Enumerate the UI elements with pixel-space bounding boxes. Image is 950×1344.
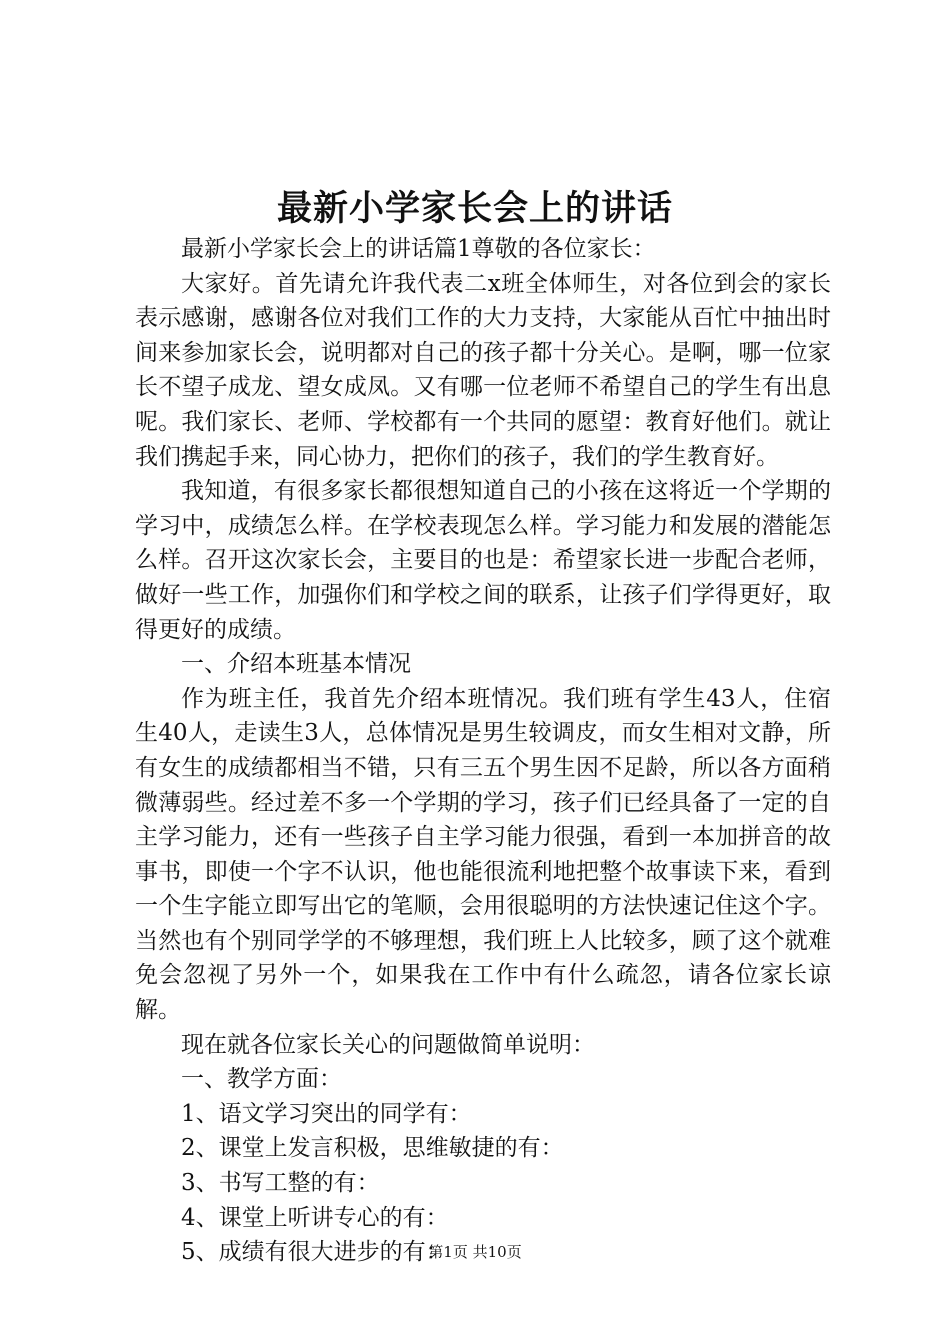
paragraph-opening: 大家好。首先请允许我代表二x班全体师生，对各位到会的家长表示感谢，感谢各位对我们工作的大力支持，大家能从百忙中抽出时间来参加家长会，说明都对自己的孩子都十分关心。是啊，哪一位家长不望子成龙、望女成凤。又有哪一位老师不希望自己的学生有出息呢。我们家长、老师、学校都有一个共同的愿望：教育好他们。就让我们携起手来，同心协力，把你们的孩子，我们的学生教育好。: [135, 270, 831, 470]
list-item-attentive-listening: 4、课堂上听讲专心的有：: [181, 1204, 449, 1231]
page-footer: 第1页 共10页: [428, 1243, 522, 1261]
list-item-class-participation: 2、课堂上发言积极，思维敏捷的有：: [181, 1135, 564, 1162]
paragraph-purpose: 我知道，有很多家长都很想知道自己的小孩在这将近一个学期的学习中，成绩怎么样。在学校表现怎么样。学习能力和发展的潜能怎么样。召开这次家长会，主要目的也是：希望家长进一步配合老师，做好一些工作，加强你们和学校之间的联系，让孩子们学得更好，取得更好的成绩。: [135, 478, 831, 643]
document-title: 最新小学家长会上的讲话: [276, 188, 673, 229]
list-item-chinese-learning: 1、语文学习突出的同学有：: [181, 1100, 472, 1127]
paragraph-class-info: 作为班主任，我首先介绍本班情况。我们班有学生43人，住宿生40人，走读生3人，总体情况是男生较调皮，而女生相对文静，所有女生的成绩都相当不错，只有三五个男生因不足龄，所以各方面稍微薄弱些。经过差不多一个学期的学习，孩子们已经具备了一定的自主学习能力，还有一些孩子自主学习能力很强，看到一本加拼音的故事书，即使一个字不认识，他也能很流利地把整个故事读下来，看到一个生字能立即写出它的笔顺，会用很聪明的方法快速记住这个字。当然也有个别同学学的不够理想，我们班上人比较多，顾了这个就难免会忽视了另外一个，如果我在工作中有什么疏忽，请各位家长谅解。: [135, 685, 831, 1024]
document-body: [135, 232, 831, 1270]
list-item-great-progress: 5、成绩有很大进步的有：: [181, 1239, 449, 1266]
list-item-neat-writing: 3、书写工整的有：: [181, 1170, 380, 1197]
section-heading-class-info: 一、介绍本班基本情况: [181, 651, 411, 678]
paragraph-greeting: 最新小学家长会上的讲话篇1尊敬的各位家长：: [181, 236, 656, 262]
section-heading-teaching: 一、教学方面：: [181, 1066, 342, 1093]
paragraph-explanation-intro: 现在就各位家长关心的问题做简单说明：: [181, 1031, 595, 1058]
